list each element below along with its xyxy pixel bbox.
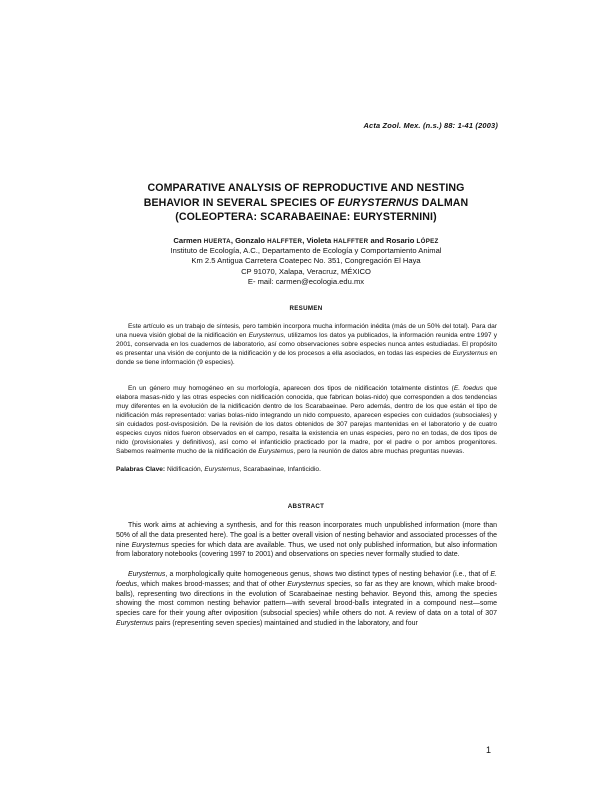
title-text: DALMAN	[418, 196, 469, 209]
journal-citation: Acta Zool. Mex. (n.s.) 88: 1-41 (2003)	[363, 121, 498, 130]
resumen-heading: RESUMEN	[289, 305, 323, 312]
paragraph-text: , which makes brood-masses; and that of other	[137, 580, 288, 588]
paragraph-text: species for which data are available. Thus, we used not only published information, but also information from laboratory notebooks (covering 1997 to 2001) and observations on species never formally studied to date.	[116, 541, 497, 559]
author-name: , Violeta	[302, 236, 334, 245]
paragraph-text: , a morphologically quite homogeneous genus, shows two distinct types of nesting behavior (i.e., that of	[165, 571, 491, 578]
genus-name: Eurysternus	[452, 350, 488, 358]
genus-name: Eurysternus	[287, 580, 325, 588]
abstract-paragraph-2	[116, 570, 497, 629]
author-name: and Rosario	[368, 236, 417, 245]
page-number: 1	[486, 745, 492, 755]
species-name: E. foedus	[453, 385, 483, 392]
paragraph-text: This work aims at achieving a synthesis, and for this reason incorporates much unpublished information (more than 50% of all the data presented here). The goal is a better overall vision of nesting behavior and associated processes of the nine	[116, 522, 497, 549]
genus-name: Eurysternus	[116, 619, 154, 627]
affiliation	[60, 246, 552, 287]
affiliation-line: Km 2.5 Antigua Carretera Coatepec No. 351, Congregación El Haya	[191, 256, 421, 266]
paper-title	[60, 181, 552, 225]
paragraph-text: en donde se tiene información (9 especies).	[116, 350, 497, 367]
author-name: , Gonzalo	[230, 236, 268, 245]
resumen-keywords	[116, 465, 497, 474]
genus-name: Eurysternus	[248, 332, 284, 340]
keywords-text: Nidificación,	[165, 466, 205, 473]
keywords-label: Palabras Clave:	[116, 466, 166, 473]
author-surname: LÓPEZ	[416, 238, 439, 245]
title-genus: EURYSTERNUS	[337, 196, 419, 209]
author-surname: HUERTA	[203, 238, 231, 245]
resumen-paragraph-2	[116, 384, 497, 456]
title-line-3: (COLEOPTERA: SCARABAEINAE: EURYSTERNINI)	[175, 211, 437, 223]
paragraph-text: , utilizamos los datos ya publicados, la información reunida entre 1997 y 2001, conservada en los cuadernos de laboratorio, así como observaciones sobre especies nunca antes estudiadas. El propósito es presentar una visión de conjunto de la nidificación y de los procesos a ella asociados, en todas las especies de	[116, 332, 497, 358]
genus-name: Eurysternus	[204, 466, 240, 473]
genus-name: Eurysternus	[128, 571, 166, 578]
genus-name: Eurysternus	[258, 448, 294, 456]
title-line-2	[60, 196, 552, 211]
author-surname: HALFFTER	[333, 238, 369, 245]
abstract-heading: ABSTRACT	[287, 503, 325, 510]
email-line[interactable]: E- mail: carmen@ecologia.edu.mx	[247, 276, 365, 286]
title-line-1: COMPARATIVE ANALYSIS OF REPRODUCTIVE AND NESTING	[147, 182, 465, 194]
paragraph-text: Este artículo es un trabajo de síntesis, pero también incorpora mucha información inédita (más de un 50% del total). Para dar una nueva visión global de la nidificación en	[116, 323, 497, 340]
title-text: BEHAVIOR IN SEVERAL SPECIES OF	[143, 196, 338, 209]
affiliation-line: CP 91070, Xalapa, Veracruz, MÉXICO	[241, 266, 371, 276]
affiliation-line: Instituto de Ecología, A.C., Departamento de Ecología y Comportamiento Animal	[170, 246, 442, 255]
paragraph-text: En un género muy homogéneo en su morfología, aparecen dos tipos de nidificación totalmente distintos (	[128, 385, 454, 392]
author-surname: HALFFTER	[267, 238, 303, 245]
author-name: Carmen	[173, 236, 204, 245]
paragraph-text: pairs (representing seven species) maintained and studied in the laboratory, and four	[153, 619, 418, 627]
abstract-paragraph-1	[116, 521, 497, 560]
species-name: E. foedus	[116, 571, 497, 588]
resumen-paragraph-1	[116, 322, 497, 367]
keywords-text: , Scarabaeinae, Infanticidio.	[239, 466, 321, 473]
paragraph-text: , pero la reunión de datos abre muchas preguntas nuevas.	[293, 448, 465, 456]
paragraph-text: que elabora masas-nido y las otras especies con nidificación conocida, que fabrican bolas-nido) que corresponden a dos tendencias muy diferentes en la evolución de la nidificación dentro de los Scarabaeinae. Pero además, dentro de los que están el tipo de nidificación más representado: varias bolas-nido integrando un nido compuesto, aparecen especies con cuidados (subsociales) y sin cuidados post-ovisposición. De la revisión de los datos obtenidos de 307 parejas mantenidas en el laboratorio y de cuatro especies cuyos nidos fueron observados en el campo, resalta la existencia en unas especies, pero no en todas, de dos tipos de nido (provisionales y definitivos), así como el infanticidio practicado por la madre, por el padre o por ambos progenitores. Sabemos realmente mucho de la nidificación de	[116, 385, 497, 456]
paragraph-text: species, so far as they are known, which make brood-balls), representing two directions in the evolution of Scarabaeinae nesting behavior. Beyond this, among the species showing the most common nesting behavior pattern—with several brood-balls integrated in a compound nest—some species care for their young after oviposition (subsocial species) while others do not. A review of data on a total of 307	[116, 580, 498, 617]
genus-name: Eurysternus	[131, 541, 169, 549]
